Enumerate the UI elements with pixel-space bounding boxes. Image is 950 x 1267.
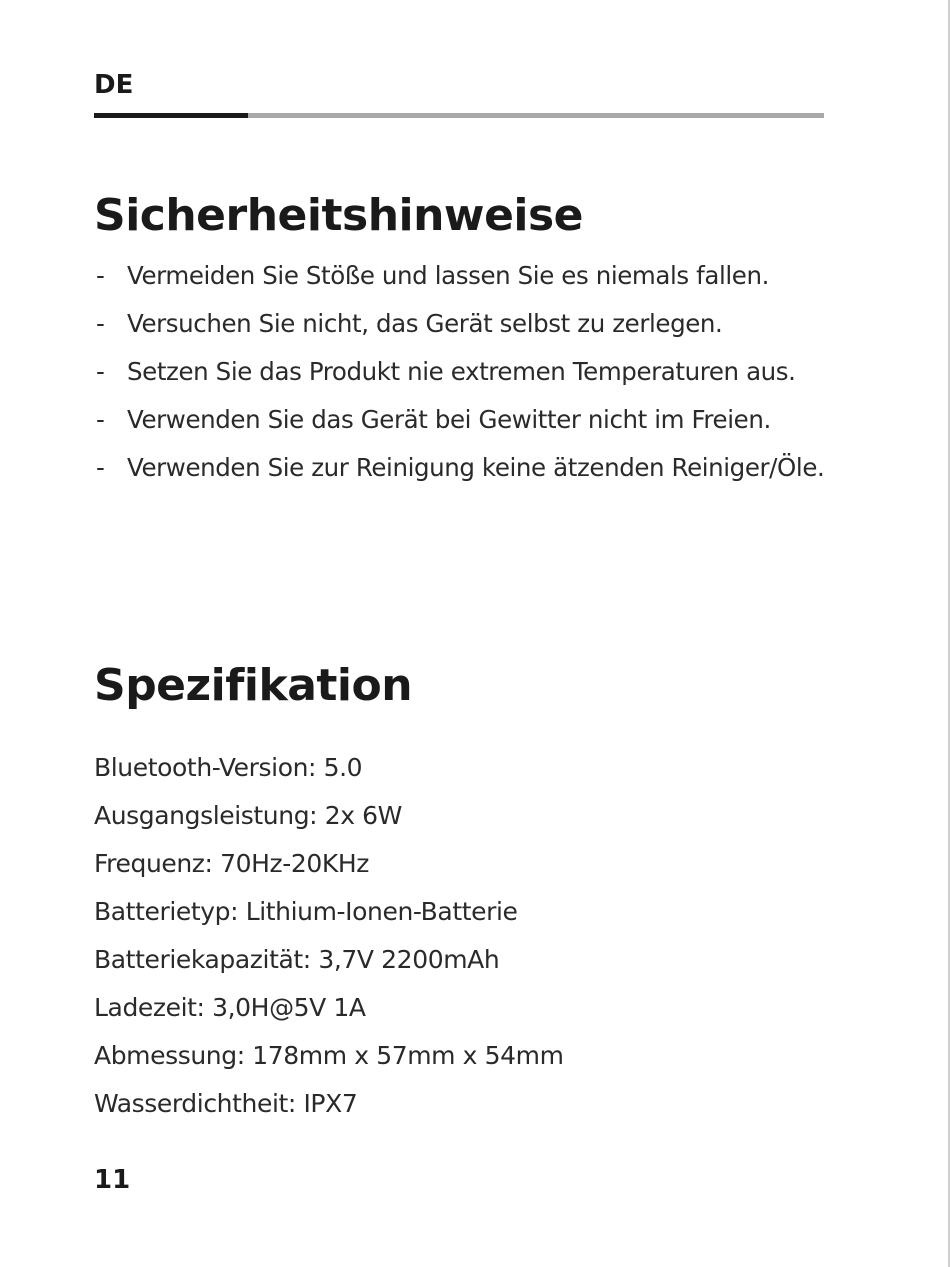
- language-tag: DE: [94, 70, 134, 100]
- bullet-dash: -: [96, 453, 105, 482]
- safety-item: [94, 448, 844, 488]
- bullet-dash: -: [96, 261, 105, 290]
- spec-list: [94, 744, 564, 1128]
- spec-battery-capacity: Batteriekapazität: 3,7V 2200mAh: [94, 945, 500, 974]
- safety-list: [94, 256, 844, 496]
- spec-output-power: Ausgangsleistung: 2x 6W: [94, 801, 402, 830]
- spec-dimensions: Abmessung: 178mm x 57mm x 54mm: [94, 1041, 564, 1070]
- header-rule-line: [248, 113, 824, 118]
- spec-charging-time: Ladezeit: 3,0H@5V 1A: [94, 993, 366, 1022]
- header-rule-accent: [94, 113, 248, 118]
- safety-item-text: Vermeiden Sie Stöße und lassen Sie es niemals fallen.: [127, 261, 769, 290]
- safety-item-text: Verwenden Sie zur Reinigung keine ätzenden Reiniger/Öle.: [127, 453, 825, 482]
- safety-item-text: Versuchen Sie nicht, das Gerät selbst zu zerlegen.: [127, 309, 723, 338]
- bullet-dash: -: [96, 309, 105, 338]
- safety-item-text: Setzen Sie das Produkt nie extremen Temperaturen aus.: [127, 357, 796, 386]
- safety-item: [94, 304, 844, 344]
- safety-item: [94, 256, 844, 296]
- safety-heading: Sicherheitshinweise: [94, 190, 584, 241]
- bullet-dash: -: [96, 357, 105, 386]
- spec-heading: Spezifikation: [94, 660, 413, 711]
- bullet-dash: -: [96, 405, 105, 434]
- spec-bluetooth-version: Bluetooth-Version: 5.0: [94, 753, 363, 782]
- safety-item: [94, 352, 844, 392]
- spec-waterproof: Wasserdichtheit: IPX7: [94, 1089, 358, 1118]
- page-number: 11: [94, 1165, 131, 1195]
- safety-item: [94, 400, 844, 440]
- header-rule: [94, 113, 824, 118]
- safety-item-text: Verwenden Sie das Gerät bei Gewitter nicht im Freien.: [127, 405, 771, 434]
- spec-frequency: Frequenz: 70Hz-20KHz: [94, 849, 369, 878]
- spec-battery-type: Batterietyp: Lithium-Ionen-Batterie: [94, 897, 518, 926]
